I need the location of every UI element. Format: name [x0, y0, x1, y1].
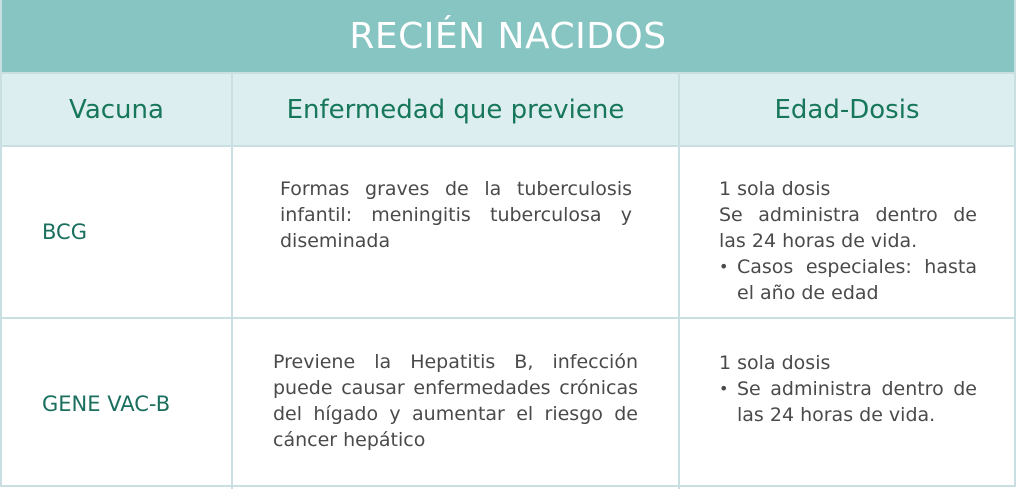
dose-line: Se administra dentro de las 24 horas de vida.	[719, 204, 977, 252]
dose-cell	[680, 147, 1014, 317]
disease-text: Formas graves de la tuberculosis infantil: meningitis tuberculosa y diseminada	[280, 178, 632, 252]
disease-cell	[233, 147, 680, 317]
dose-bullet	[719, 254, 977, 306]
header-enfermedad: Enfermedad que previene	[233, 74, 680, 145]
bullet-icon: •	[719, 257, 729, 276]
table-row	[2, 147, 1014, 319]
dose-bullet	[719, 376, 977, 428]
dose-line: 1 sola dosis	[719, 178, 831, 200]
disease-cell	[233, 319, 680, 489]
header-row	[2, 72, 1014, 147]
dose-bullet-text: Se administra dentro de las 24 horas de vida.	[737, 378, 977, 426]
header-vacuna: Vacuna	[2, 74, 233, 145]
vaccine-name: BCG	[2, 147, 233, 317]
bullet-icon: •	[719, 379, 729, 398]
disease-text: Previene la Hepatitis B, infección puede causar enfermedades crónicas del hígado y aumentar el riesgo de cáncer hepático	[273, 351, 638, 451]
table-row	[2, 319, 1014, 489]
vaccine-name: GENE VAC-B	[2, 319, 233, 489]
table-title: RECIÉN NACIDOS	[2, 0, 1014, 72]
dose-cell	[680, 319, 1014, 489]
dose-line: 1 sola dosis	[719, 352, 831, 374]
dose-bullet-text: Casos especiales: hasta el año de edad	[737, 256, 977, 304]
header-edad-dosis: Edad-Dosis	[774, 94, 920, 125]
